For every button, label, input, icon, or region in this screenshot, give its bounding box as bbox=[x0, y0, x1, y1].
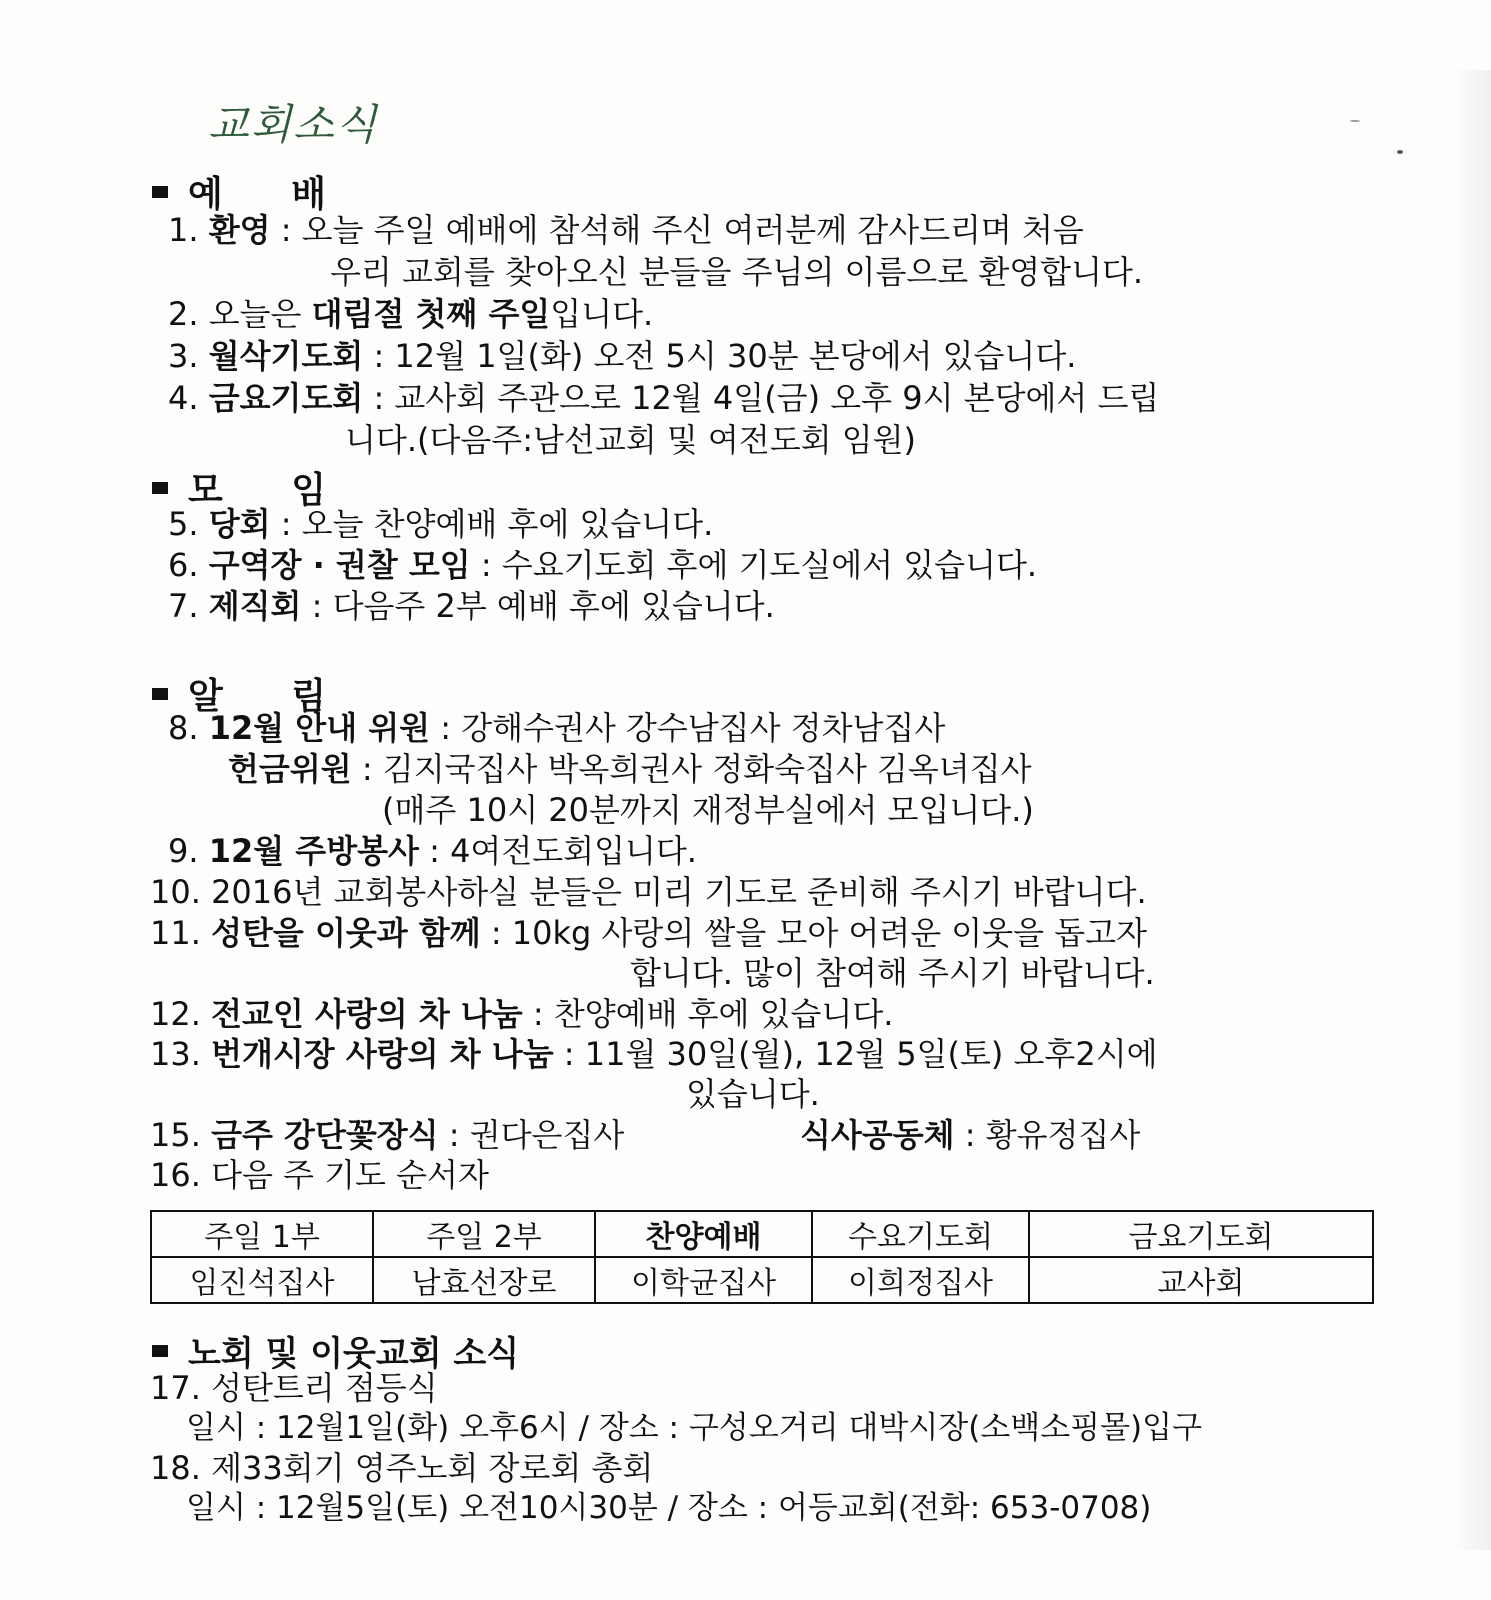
item-1: 1. 환영 : 오늘 주일 예배에 참석해 주신 여러분께 감사드리며 처음 bbox=[168, 211, 1084, 249]
item-8-note: (매주 10시 20분까지 재정부실에서 모입니다.) bbox=[382, 791, 1034, 829]
item-3: 3. 월삭기도회 : 12월 1일(화) 오전 5시 30분 본당에서 있습니다. bbox=[168, 337, 1077, 375]
table-header-row bbox=[151, 1211, 1373, 1257]
table-header-cell: 주일 2부 bbox=[373, 1211, 595, 1257]
scan-speck bbox=[1397, 150, 1403, 154]
item-13-cont: 있습니다. bbox=[686, 1075, 820, 1113]
table-header-cell: 찬양예배 bbox=[595, 1211, 812, 1257]
item-5: 5. 당회 : 오늘 찬양예배 후에 있습니다. bbox=[168, 505, 714, 543]
section-heading-meeting: 모 임 bbox=[152, 462, 354, 513]
section-heading-notice: 알 림 bbox=[152, 668, 354, 719]
item-11-cont: 합니다. 많이 참여해 주시기 바랍니다. bbox=[630, 954, 1155, 992]
table-header-cell: 금요기도회 bbox=[1029, 1211, 1373, 1257]
table-cell: 남효선장로 bbox=[373, 1257, 595, 1303]
bullet-square-icon bbox=[152, 1345, 168, 1357]
section-heading-presbytery: 노회 및 이웃교회 소식 bbox=[152, 1326, 519, 1375]
item-7: 7. 제직회 : 다음주 2부 예배 후에 있습니다. bbox=[168, 587, 775, 625]
item-17: 17. 성탄트리 점등식 bbox=[150, 1369, 438, 1407]
bullet-square-icon bbox=[152, 186, 168, 198]
scan-speck bbox=[1350, 120, 1360, 122]
table-cell: 이희정집사 bbox=[812, 1257, 1029, 1303]
page-title: 교회소식 bbox=[208, 100, 379, 149]
table-row bbox=[151, 1257, 1373, 1303]
item-8: 8. 12월 안내 위원 : 강해수권사 강수남집사 정차남집사 bbox=[168, 709, 946, 747]
item-18: 18. 제33회기 영주노회 장로회 총회 bbox=[150, 1449, 654, 1487]
item-16: 16. 다음 주 기도 순서자 bbox=[150, 1156, 489, 1194]
item-12: 12. 전교인 사랑의 차 나눔 : 찬양예배 후에 있습니다. bbox=[150, 995, 894, 1033]
table-cell: 교사회 bbox=[1029, 1257, 1373, 1303]
item-8-offering: 헌금위원 : 김지국집사 박옥희권사 정화숙집사 김옥녀집사 bbox=[228, 750, 1032, 788]
table-header-cell: 주일 1부 bbox=[151, 1211, 373, 1257]
item-4: 4. 금요기도회 : 교사회 주관으로 12월 4일(금) 오후 9시 본당에서 드립 bbox=[168, 379, 1160, 417]
item-15: 15. 금주 강단꽃장식 : 권다은집사 bbox=[150, 1116, 625, 1154]
item-10: 10. 2016년 교회봉사하실 분들은 미리 기도로 준비해 주시기 바랍니다. bbox=[150, 873, 1147, 911]
item-4-cont: 니다.(다음주:남선교회 및 여전도회 임원) bbox=[345, 421, 917, 459]
item-2: 2. 오늘은 대림절 첫째 주일입니다. bbox=[168, 295, 654, 333]
item-6: 6. 구역장 · 권찰 모임 : 수요기도회 후에 기도실에서 있습니다. bbox=[168, 546, 1038, 584]
item-1-cont: 우리 교회를 찾아오신 분들을 주님의 이름으로 환영합니다. bbox=[330, 253, 1144, 291]
item-18-detail: 일시 : 12월5일(토) 오전10시30분 / 장소 : 어등교회(전화: 653-0708) bbox=[186, 1490, 1152, 1526]
prayer-order-table bbox=[150, 1210, 1374, 1304]
section-heading-worship: 예 배 bbox=[152, 166, 354, 217]
item-15-meal: 식사공동체 : 황유정집사 bbox=[800, 1116, 1141, 1154]
table-cell: 이학균집사 bbox=[595, 1257, 812, 1303]
bullet-square-icon bbox=[152, 482, 168, 494]
item-9: 9. 12월 주방봉사 : 4여전도회입니다. bbox=[168, 832, 697, 870]
item-17-detail: 일시 : 12월1일(화) 오후6시 / 장소 : 구성오거리 대박시장(소백소핑몰)입구 bbox=[186, 1410, 1203, 1446]
table-header-cell: 수요기도회 bbox=[812, 1211, 1029, 1257]
item-13: 13. 번개시장 사랑의 차 나눔 : 11월 30일(월), 12월 5일(토) 오후2시에 bbox=[150, 1035, 1158, 1073]
bullet-square-icon bbox=[152, 688, 168, 700]
page-edge-shadow bbox=[1451, 70, 1491, 1550]
item-11: 11. 성탄을 이웃과 함께 : 10kg 사랑의 쌀을 모아 어려운 이웃을 돕고자 bbox=[150, 914, 1147, 952]
table-cell: 임진석집사 bbox=[151, 1257, 373, 1303]
